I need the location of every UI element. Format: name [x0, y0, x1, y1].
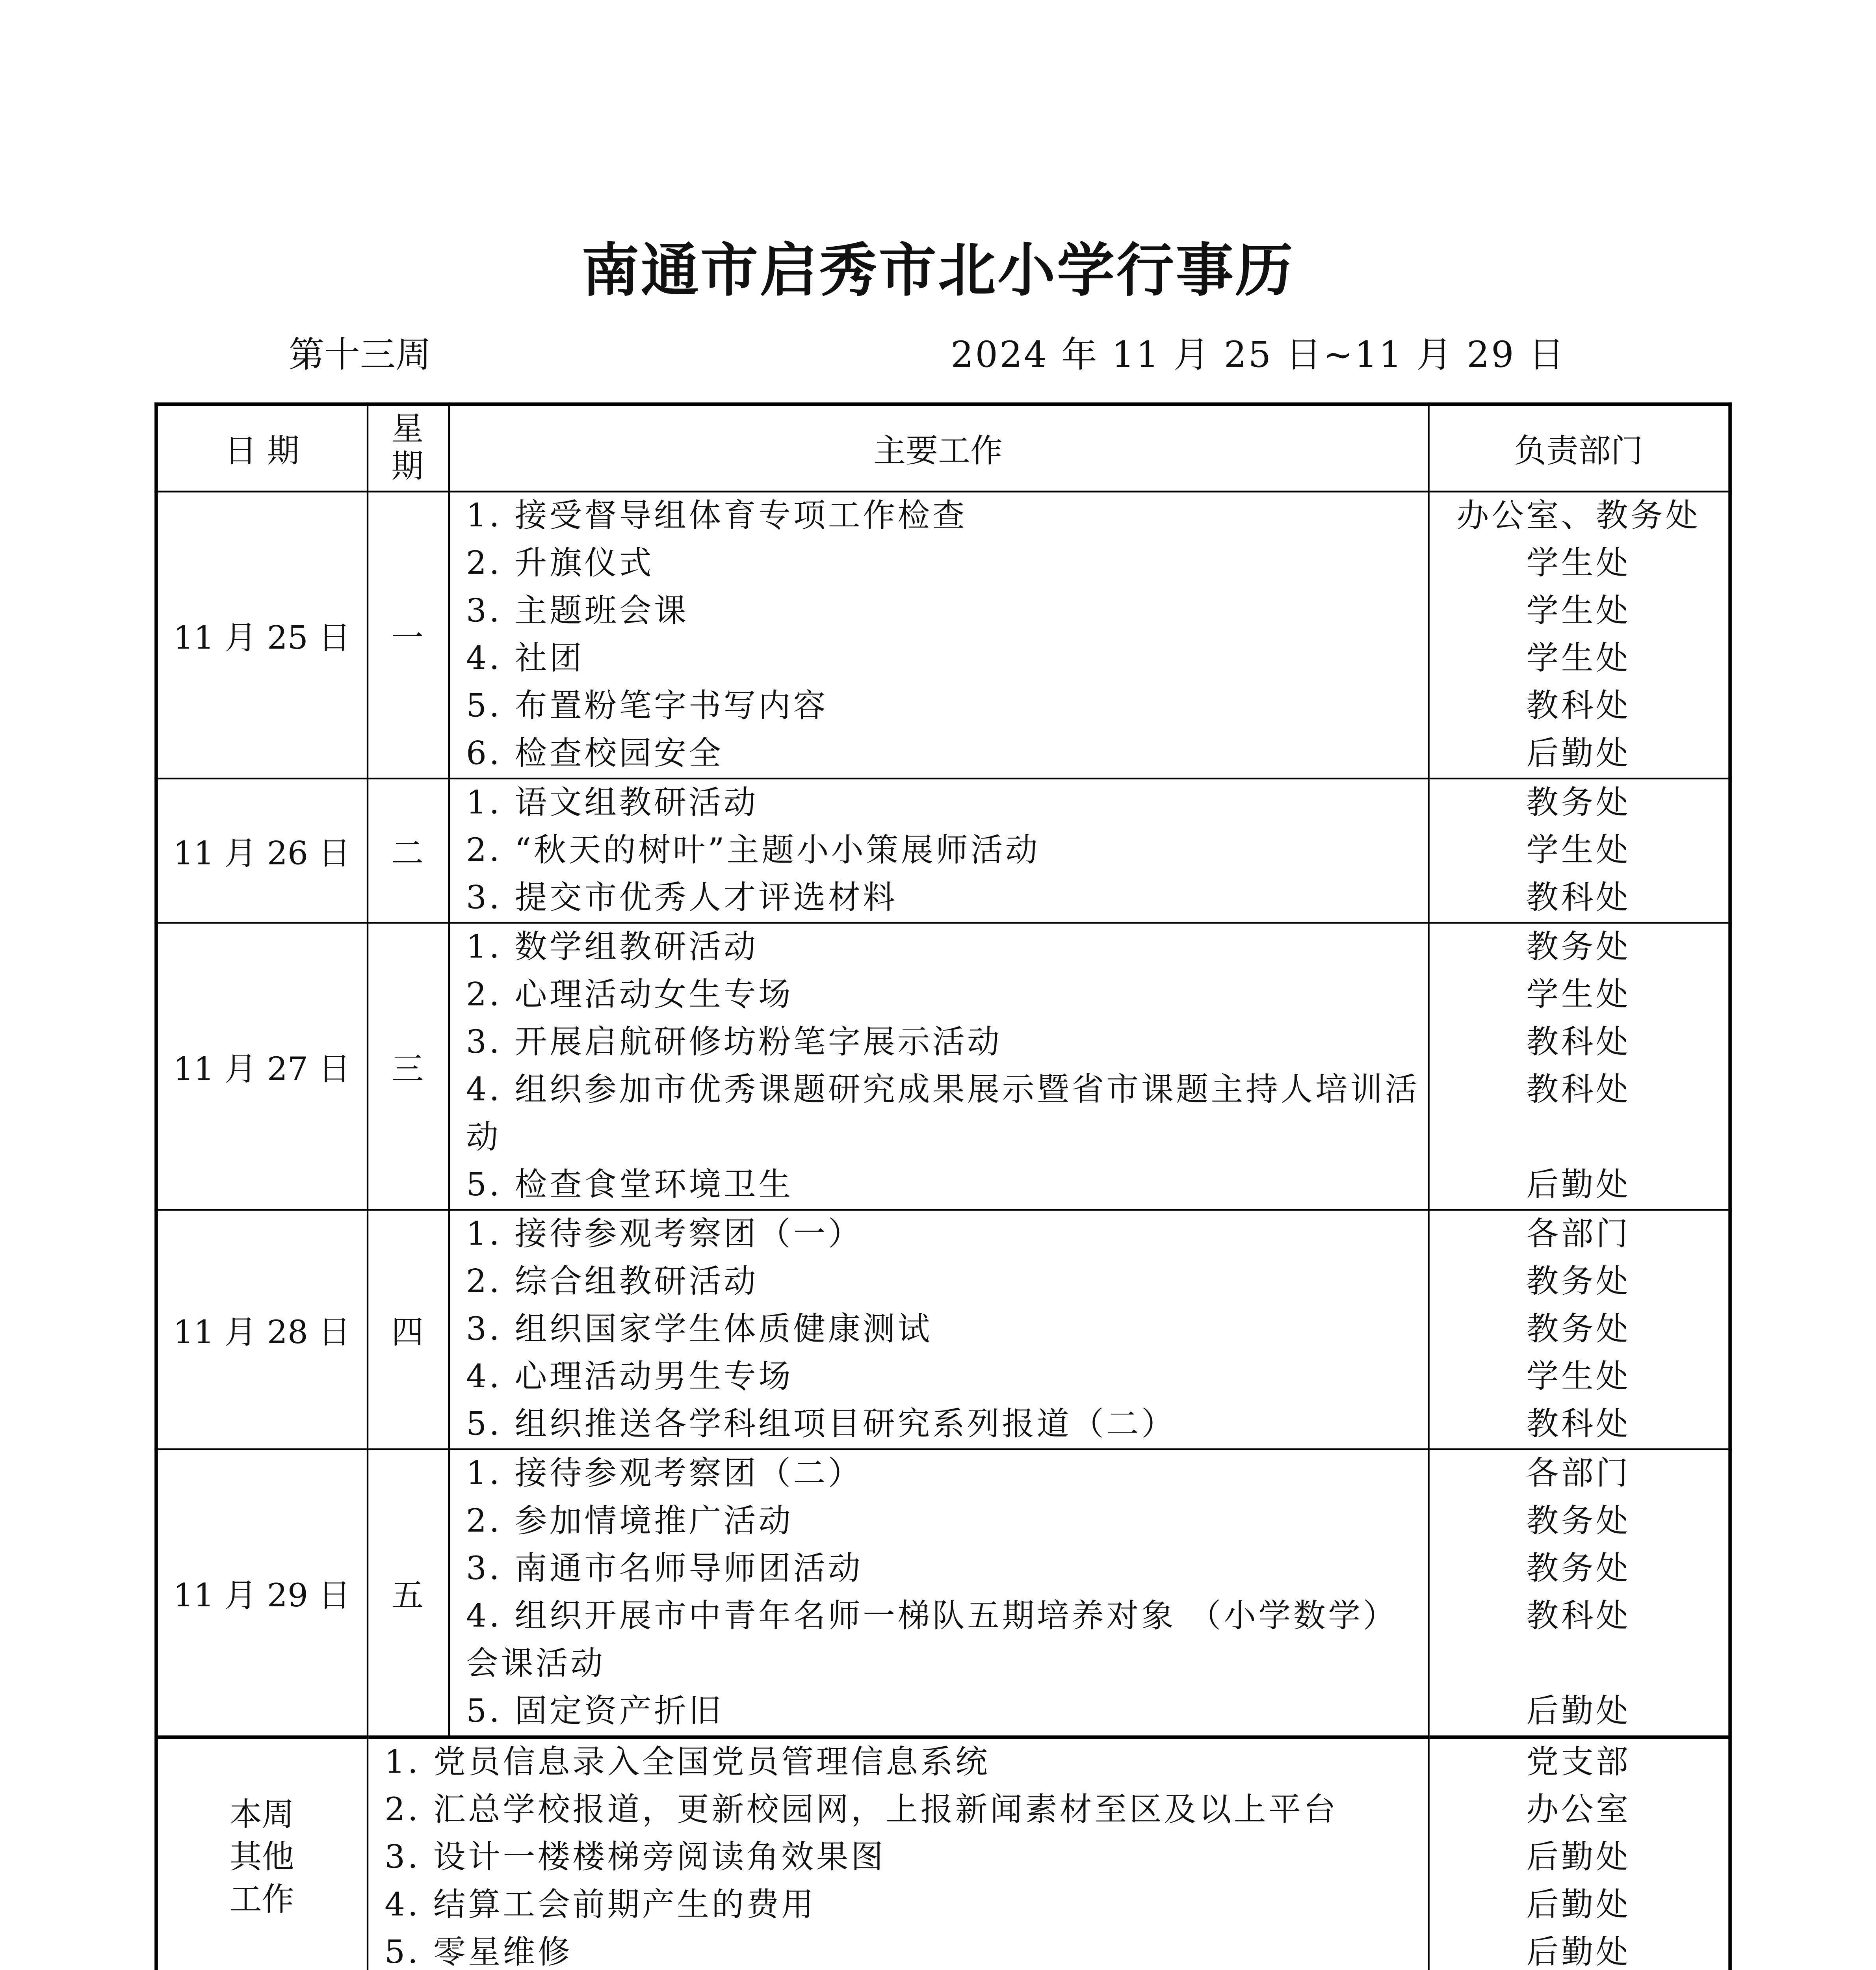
work-item: 2. 参加情境推广活动 — [466, 1503, 793, 1540]
dept-cell — [1428, 1449, 1730, 1737]
work-item: 1. 接待参观考察团（一） — [466, 1215, 863, 1253]
day-row — [156, 492, 1730, 779]
dept-item: 教科处 — [1526, 1071, 1631, 1109]
day-row — [156, 923, 1730, 1210]
dept-item: 学生处 — [1526, 1358, 1631, 1396]
dept-item: 教务处 — [1526, 929, 1631, 966]
work-item: 5. 检查食堂环境卫生 — [466, 1166, 793, 1204]
dept-item: 教务处 — [1526, 1263, 1631, 1301]
other-work-row — [156, 1737, 1730, 1970]
day-weekday: 二 — [367, 779, 448, 923]
dept-item: 后勤处 — [1526, 1886, 1631, 1924]
dept-item: 办公室、教务处 — [1456, 497, 1701, 535]
work-item: 3. 南通市名师导师团活动 — [466, 1550, 863, 1588]
dept-item: 后勤处 — [1526, 1934, 1631, 1970]
dept-item: 学生处 — [1526, 640, 1631, 678]
day-date: 11 月 27 日 — [156, 923, 366, 1210]
work-items-cell — [448, 492, 1428, 779]
work-item: 1. 接待参观考察团（二） — [466, 1455, 863, 1493]
dept-item: 学生处 — [1526, 545, 1631, 583]
dept-item: 后勤处 — [1526, 1839, 1631, 1877]
work-item: 1. 党员信息录入全国党员管理信息系统 — [384, 1744, 990, 1781]
header-dept: 负责部门 — [1428, 404, 1730, 492]
day-row — [156, 1210, 1730, 1450]
dept-cell — [1428, 1210, 1730, 1450]
work-item: 3. 组织国家学生体质健康测试 — [466, 1311, 932, 1348]
dept-item: 学生处 — [1526, 976, 1631, 1014]
schedule-table — [154, 402, 1732, 1970]
dept-item: 后勤处 — [1526, 735, 1631, 773]
dept-cell — [1428, 492, 1730, 779]
work-item: 2. 汇总学校报道，更新校园网，上报新闻素材至区及以上平台 — [384, 1791, 1338, 1829]
work-item: 3. 设计一楼楼梯旁阅读角效果图 — [384, 1839, 886, 1877]
work-item: 5. 组织推送各学科组项目研究系列报道（二） — [466, 1406, 1176, 1444]
dept-cell — [1428, 779, 1730, 923]
work-item: 4. 组织参加市优秀课题研究成果展示暨省市课题主持人培训活动 — [466, 1071, 1420, 1156]
day-date: 11 月 25 日 — [156, 492, 366, 779]
table-header-row — [156, 404, 1730, 492]
work-item: 1. 数学组教研活动 — [466, 929, 759, 966]
work-items-cell — [448, 1449, 1428, 1737]
dept-item: 后勤处 — [1526, 1693, 1631, 1730]
dept-cell — [1428, 1737, 1730, 1970]
document-title: 南通市启秀市北小学行事历 — [581, 238, 1295, 306]
day-row — [156, 1449, 1730, 1737]
day-weekday: 五 — [367, 1449, 448, 1737]
dept-item: 学生处 — [1526, 593, 1631, 630]
day-date: 11 月 26 日 — [156, 779, 366, 923]
dept-item: 各部门 — [1526, 1215, 1631, 1253]
work-item: 1. 接受督导组体育专项工作检查 — [466, 497, 968, 535]
dept-item: 教科处 — [1526, 1024, 1631, 1061]
work-item: 2. “秋天的树叶”主题小小策展师活动 — [466, 832, 1040, 870]
work-item: 4. 结算工会前期产生的费用 — [384, 1886, 816, 1924]
dept-item: 教务处 — [1526, 784, 1631, 822]
header-date: 日 期 — [156, 404, 366, 492]
header-weekday: 星 期 — [367, 404, 448, 492]
day-row — [156, 779, 1730, 923]
dept-item: 教科处 — [1526, 1406, 1631, 1444]
work-items-cell — [367, 1737, 1428, 1970]
header-work: 主要工作 — [448, 404, 1428, 492]
dept-cell — [1428, 923, 1730, 1210]
work-item: 5. 固定资产折旧 — [466, 1693, 724, 1730]
dept-item: 教务处 — [1526, 1311, 1631, 1348]
day-weekday: 三 — [367, 923, 448, 1210]
work-items-cell — [448, 779, 1428, 923]
dept-item: 各部门 — [1526, 1455, 1631, 1493]
work-item: 3. 提交市优秀人才评选材料 — [466, 879, 898, 917]
dept-item: 办公室 — [1526, 1791, 1631, 1829]
dept-item: 党支部 — [1526, 1744, 1631, 1781]
work-item: 2. 综合组教研活动 — [466, 1263, 759, 1301]
work-item: 5. 布置粉笔字书写内容 — [466, 688, 828, 725]
work-item: 1. 语文组教研活动 — [466, 784, 759, 822]
work-items-cell — [448, 923, 1428, 1210]
week-label: 第十三周 — [288, 335, 431, 375]
work-item: 4. 社团 — [466, 640, 585, 678]
work-item: 2. 升旗仪式 — [466, 545, 654, 583]
day-date: 11 月 29 日 — [156, 1449, 366, 1737]
date-range: 2024 年 11 月 25 日~11 月 29 日 — [951, 335, 1566, 375]
dept-item: 教科处 — [1526, 879, 1631, 917]
dept-item: 教务处 — [1526, 1503, 1631, 1540]
dept-item: 后勤处 — [1526, 1166, 1631, 1204]
work-item: 4. 组织开展市中青年名师一梯队五期培养对象 （小学数学）会课活动 — [466, 1598, 1398, 1683]
work-item: 6. 检查校园安全 — [466, 735, 724, 773]
day-date: 11 月 28 日 — [156, 1210, 366, 1450]
schedule-body — [156, 404, 1730, 1970]
day-weekday: 四 — [367, 1210, 448, 1450]
day-weekday: 一 — [367, 492, 448, 779]
work-items-cell — [448, 1210, 1428, 1450]
work-item: 2. 心理活动女生专场 — [466, 976, 793, 1014]
other-work-label: 本周 其他 工作 — [156, 1737, 366, 1970]
work-item: 4. 心理活动男生专场 — [466, 1358, 793, 1396]
work-item: 3. 主题班会课 — [466, 593, 689, 630]
work-item: 5. 零星维修 — [384, 1934, 573, 1970]
dept-item: 教科处 — [1526, 1598, 1631, 1635]
dept-item: 学生处 — [1526, 832, 1631, 870]
dept-item: 教科处 — [1526, 688, 1631, 725]
dept-item: 教务处 — [1526, 1550, 1631, 1588]
work-item: 3. 开展启航研修坊粉笔字展示活动 — [466, 1024, 1002, 1061]
